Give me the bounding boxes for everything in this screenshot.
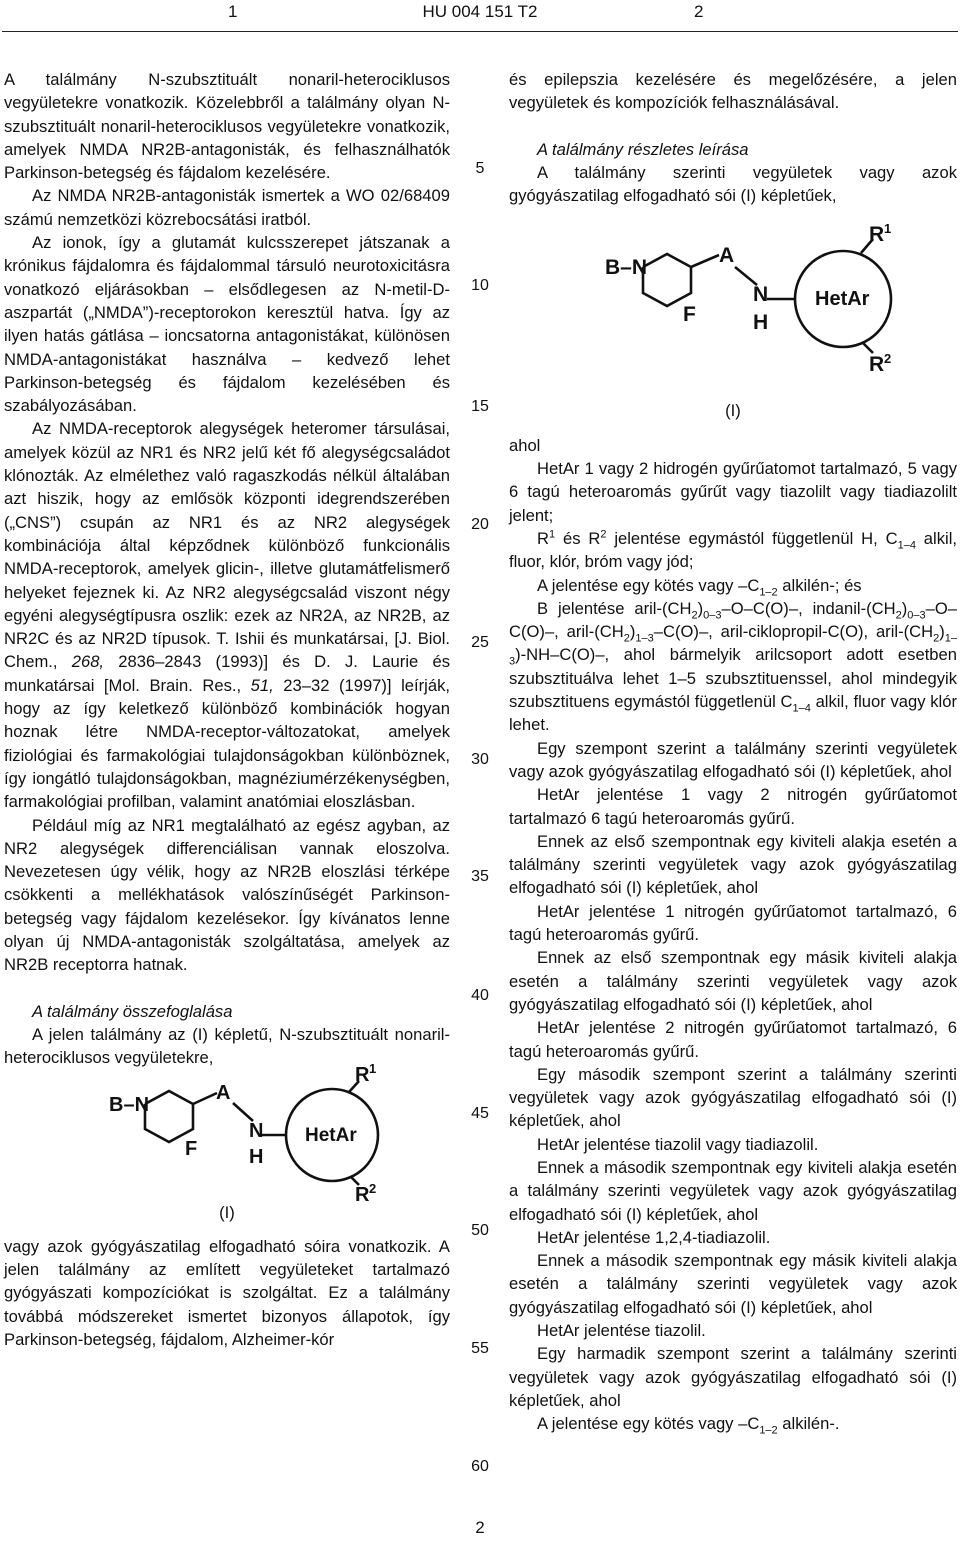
paragraph: Ennek a második szempontnak egy másik kiviteli alakja esetén a találmány szerinti vegyületek vagy azok gyógyászatilag elfogadható sói (I) képletűek, ahol bbox=[509, 1251, 957, 1317]
structure-label-h: H bbox=[753, 311, 769, 335]
section-heading-summary: A találmány összefoglalása bbox=[32, 1001, 233, 1021]
paragraph: HetAr jelentése 1 vagy 2 nitrogén gyűrűatomot tartalmazó 6 tagú heteroaromás gyűrű. bbox=[509, 785, 957, 828]
paragraph: A találmány N-szubsztituált nonaril-heterociklusos vegyületekre vonatkozik. Közelebbről a találmány olyan N-szubsztituált nonaril-heterociklusos vegyületekre vonatkozik, amelyek NMDA NR2B-antagonisták, és felhasználhatók Parkinson-betegség és fájdalom kezelésére. bbox=[4, 70, 450, 183]
paragraph: Az ionok, így a glutamát kulcsszerepet játszanak a krónikus fájdalomra és fájdalommal társuló neurotoxicitásra vonatkozó eljárásokban – elsődlegesen az N-metil-D-aszpartát („NMDA”)-receptorokon keresztül hatva. Így az ilyen hatás gátlása – ioncsatorna antagonistákat, különösen NMDA-antagonistákat használva – kedvező lehet Parkinson-betegség és fájdalom kezelésében és szabályozásában. bbox=[4, 233, 450, 416]
line-number: 25 bbox=[471, 634, 489, 651]
structure-label-h: H bbox=[249, 1146, 264, 1169]
structure-label-hetar: HetAr bbox=[815, 288, 870, 311]
paragraph: Az NMDA-receptorok alegységek heteromer társulásai, amelyek közül az NR1 és NR2 jelű két fő alegységcsaládot klónozták. Az elmélethez való ragaszkodás nélkül általában azt hiszik, hogy az emlősök központi idegrendszerében („CNS”) csupán az NR1 és az NR2 alegységek kombinációja által képződnek különböző funkcionális NMDA-receptorok, amelyek glicin-, illetve glutamátfelismerő helyeket fejeznek ki. Az NR2 alegységcsalád viszont négy egyéni alegységtípusra oszlik: ezek az NR2A, az NR2B, az NR2C és az NR2D típusok. T. Ishii és munkatársai, [J. Biol. Chem., 268, 2836–2843 (1993)] és D. J. Laurie és munkatársai [Mol. Brain. Res., 51, 23–32 (1997)] leírják, hogy az így keletkező különböző kombinációk hogyan hoznak létre NMDA-receptor-változatokat, amelyek fiziológiai és farmakológiai tulajdonságokban különböznek, így iongátló tulajdonságokban, magnéziumérzékenységben, farmakológiai profilban, valamint anatómiai eloszlásban. bbox=[4, 419, 450, 812]
paragraph: HetAr jelentése tiazolil. bbox=[537, 1321, 706, 1341]
structure-label-hetar: HetAr bbox=[305, 1125, 357, 1147]
structure-label-sup-2: 2 bbox=[369, 1181, 377, 1197]
line-number: 40 bbox=[471, 987, 489, 1004]
structure-label-r: R bbox=[869, 223, 885, 247]
section-heading-detailed: A találmány részletes leírása bbox=[537, 139, 749, 159]
paragraph: $R^1$ és $R^2$ jelentése egymástól függetlenül H, $C_{1-4}$ alkil, fluor, klór, bróm vagy jód; bbox=[509, 528, 958, 572]
chemical-structure-formula-i bbox=[543, 221, 923, 379]
paragraph: Egy harmadik szempont szerint a találmány szerinti vegyületek vagy azok gyógyászatilag elfogadható sói (I) képletűek, ahol bbox=[509, 1344, 957, 1410]
structure-label-n: N bbox=[249, 1120, 264, 1143]
line-number: 10 bbox=[471, 277, 489, 294]
paragraph: Az NMDA NR2B-antagonisták ismertek a WO 02/68409 számú nemzetközi közrebocsátási iratból. bbox=[4, 186, 450, 229]
line-number: 45 bbox=[471, 1105, 489, 1122]
paragraph: A jelentése egy kötés vagy $-C_{1-2}$ alkilén-. bbox=[537, 1414, 840, 1437]
paragraph: HetAr jelentése 1 nitrogén gyűrűatomot tartalmazó, 6 tagú heteroaromás gyűrű. bbox=[509, 901, 957, 945]
structure-label-sup-1: 1 bbox=[369, 1061, 377, 1077]
structure-label-a: A bbox=[719, 244, 735, 268]
paragraph: HetAr jelentése 2 nitrogén gyűrűatomot tartalmazó, 6 tagú heteroaromás gyűrű. bbox=[509, 1018, 957, 1061]
footer-page-number: 2 bbox=[475, 1518, 485, 1537]
structure-label-r: R bbox=[355, 1064, 370, 1087]
structure-label-r: R bbox=[869, 353, 885, 377]
paragraph: Egy szempont szerint a találmány szerinti vegyületek vagy azok gyógyászatilag elfogadható sói (I) képletűek, ahol bbox=[509, 738, 957, 781]
header-page-right: 2 bbox=[694, 2, 704, 21]
header-rule bbox=[2, 31, 958, 32]
structure-label-a: A bbox=[216, 1082, 231, 1105]
structure-label-b-n: B–N bbox=[605, 256, 648, 280]
structure-label-f: F bbox=[185, 1138, 198, 1161]
paragraph: és epilepszia kezelésére és megelőzésére, a jelen vegyületek és kompozíciók felhasználásával. bbox=[509, 70, 957, 113]
paragraph: vagy azok gyógyászatilag elfogadható sóira vonatkozik. A jelen találmány az említett vegyületeket tartalmazó gyógyászati kompozíciókat is szolgáltat. Ez a találmány továbbá módszereket ismertet bizonyos állapotok, így Parkinson-betegség, fájdalom, Alzheimer-kór bbox=[4, 1236, 450, 1349]
structure-label-f: F bbox=[683, 303, 696, 327]
line-number: 20 bbox=[471, 516, 489, 533]
line-number: 35 bbox=[471, 868, 489, 885]
structure-label-sup-1: 1 bbox=[884, 221, 892, 237]
formula-label: (I) bbox=[725, 401, 741, 421]
structure-label-b-n: B–N bbox=[109, 1094, 150, 1117]
paragraph: ahol bbox=[509, 435, 541, 455]
paragraph: A jelen találmány az (I) képletű, N-szubsztituált nonaril-heterociklusos vegyületekre, bbox=[4, 1024, 450, 1068]
line-number: 5 bbox=[475, 160, 485, 177]
paragraph: A találmány szerinti vegyületek vagy azok gyógyászatilag elfogadható sói (I) képletűek, bbox=[509, 162, 957, 206]
paragraph: Például míg az NR1 megtalálható az egész agyban, az NR2 alegységek differenciálisan vannak eloszolva. Nevezetesen úgy vélik, hogy az NR2B eloszlási térképe csökkenti a mellékhatások valószínűségét Parkinson-betegség vagy fájdalom kezelésekor. Így kívánatos lenne olyan új NMDA-antagonisták szolgáltatása, amelyek az NR2B receptorra hatnak. bbox=[4, 815, 450, 975]
paragraph: Ennek a második szempontnak egy kiviteli alakja esetén a találmány szerinti vegyületek vagy azok gyógyászatilag elfogadható sói (I) képletűek, ahol bbox=[509, 1157, 957, 1224]
line-number: 55 bbox=[471, 1340, 489, 1357]
line-number: 50 bbox=[471, 1222, 489, 1239]
header-page-left: 1 bbox=[228, 2, 238, 21]
paragraph: Egy második szempont szerint a találmány szerinti vegyületek vagy azok gyógyászatilag elfogadható sói (I) képletűek, ahol bbox=[509, 1064, 957, 1131]
structure-label-r: R bbox=[355, 1184, 370, 1207]
paragraph: HetAr jelentése 1,2,4-tiadiazolil. bbox=[537, 1227, 771, 1247]
line-number: 60 bbox=[471, 1458, 489, 1475]
left-column bbox=[4, 68, 450, 1351]
structure-label-sup-2: 2 bbox=[884, 351, 892, 367]
paragraph: HetAr jelentése tiazolil vagy tiadiazolil. bbox=[537, 1134, 819, 1154]
line-number: 30 bbox=[471, 751, 489, 768]
chemical-structure-formula-i bbox=[47, 1061, 407, 1209]
patent-number: HU 004 151 T2 bbox=[422, 2, 538, 21]
structure-label-n: N bbox=[753, 283, 769, 307]
paragraph: B jelentése aril-$(CH_2)_{0-3}-O-C(O)-$, indanil-$(CH_2)_{0-3}-O-C(O)-$, aril-$(CH_2)_{1-3}-C(O)-$, aril-ciklopropil-C(O), aril-$(CH_2)_{1-3})-NH-C(O)-$, ahol bármelyik arilcsoport adott esetben szubsztituálva lehet 1–5 szubsztituenssel, ahol mindegyik szubsztituens egymástól függetlenül $C_{1-4}$ alkil, fluor vagy klór lehet. bbox=[509, 598, 958, 735]
paragraph: HetAr 1 vagy 2 hidrogén gyűrűatomot tartalmazó, 5 vagy 6 tagú heteroaromás gyűrűt vagy tiazolilt vagy tiadiazolilt jelent; bbox=[509, 459, 957, 525]
line-number: 15 bbox=[471, 398, 489, 415]
paragraph: A jelentése egy kötés vagy $-C_{1-2}$ alkilén-; és bbox=[537, 575, 862, 598]
right-column bbox=[509, 68, 957, 1436]
formula-label: (I) bbox=[219, 1203, 235, 1223]
paragraph: Ennek az első szempontnak egy kiviteli alakja esetén a találmány szerinti vegyületek vagy azok gyógyászatilag elfogadható sói (I) képletűek, ahol bbox=[509, 831, 957, 898]
paragraph: Ennek az első szempontnak egy másik kiviteli alakja esetén a találmány szerinti vegyületek vagy azok gyógyászatilag elfogadható sói (I) képletűek, ahol bbox=[509, 948, 957, 1014]
